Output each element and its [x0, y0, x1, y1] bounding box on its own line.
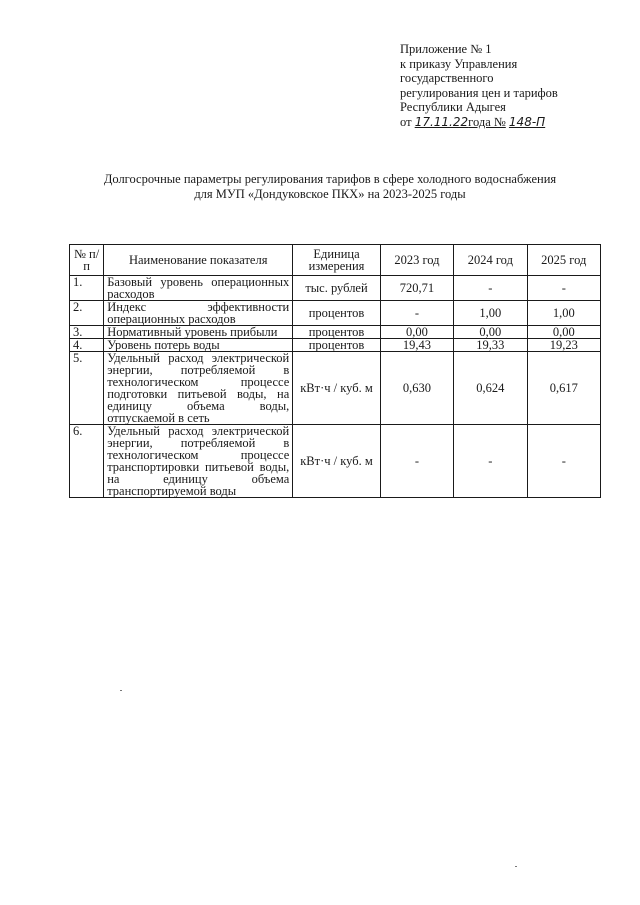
row-number: 4. [70, 339, 104, 352]
value-2024: 1,00 [454, 301, 527, 326]
value-2023: 19,43 [380, 339, 453, 352]
appendix-line: регулирования цен и тарифов [400, 85, 558, 100]
row-name: Базовый уровень операционных расходов [104, 276, 293, 301]
appendix-line: Республики Адыгея [400, 100, 506, 115]
title-line: Долгосрочные параметры регулирования тарифов в сфере холодного водоснабжения [103, 172, 557, 186]
value-2023: - [380, 425, 453, 498]
appendix-line: Приложение № 1 [400, 42, 492, 56]
header-no: № п/п [70, 245, 104, 276]
row-name: Уровень потерь воды [104, 339, 293, 352]
row-name: Нормативный уровень прибыли [104, 326, 293, 339]
value-2023: 0,630 [380, 352, 453, 425]
value-2024: 0,00 [454, 326, 527, 339]
appendix-line: государственного [400, 71, 494, 86]
header-2025: 2025 год [527, 245, 600, 276]
scan-speck [515, 866, 517, 867]
table-row [70, 339, 601, 352]
row-number: 2. [70, 301, 104, 326]
header-2024: 2024 год [454, 245, 527, 276]
row-unit: тыс. рублей [293, 276, 380, 301]
scan-speck [120, 690, 122, 691]
value-2025: 0,617 [527, 352, 600, 425]
value-2023: 720,71 [380, 276, 453, 301]
value-2024: 19,33 [454, 339, 527, 352]
parameters-table [69, 244, 601, 498]
table-row [70, 276, 601, 301]
header-2023: 2023 год [380, 245, 453, 276]
value-2024: - [454, 425, 527, 498]
title-line: для МУП «Дондуковское ПКХ» на 2023-2025 годы [194, 186, 466, 201]
document-title [60, 172, 600, 201]
value-2023: 0,00 [380, 326, 453, 339]
header-unit: Единица измерения [293, 245, 380, 276]
appendix-block [400, 42, 610, 130]
handwritten-order-number: 148-П [508, 114, 546, 129]
value-2025: - [527, 276, 600, 301]
row-name: Удельный расход электрической энергии, потребляемой в технологическом процессе транспортировки питьевой воды, на единицу объема транспортируемой воды [104, 425, 293, 498]
row-unit: процентов [293, 339, 380, 352]
value-2025: 19,23 [527, 339, 600, 352]
value-2023: - [380, 301, 453, 326]
row-unit: процентов [293, 301, 380, 326]
row-name: Индекс эффективности операционных расходов [104, 301, 293, 326]
from-label: от [400, 114, 412, 129]
row-number: 3. [70, 326, 104, 339]
value-2024: 0,624 [454, 352, 527, 425]
row-unit: кВт·ч / куб. м [293, 352, 380, 425]
table-row [70, 326, 601, 339]
row-number: 5. [70, 352, 104, 425]
row-number: 6. [70, 425, 104, 498]
row-number: 1. [70, 276, 104, 301]
row-name: Удельный расход электрической энергии, потребляемой в технологическом процессе подготовки питьевой воды, на единицу объема воды, отпускаемой в сеть [104, 352, 293, 425]
row-unit: процентов [293, 326, 380, 339]
table-row [70, 352, 601, 425]
table-header-row [70, 245, 601, 276]
value-2025: 0,00 [527, 326, 600, 339]
header-name: Наименование показателя [104, 245, 293, 276]
table-row [70, 301, 601, 326]
appendix-date-line [400, 115, 610, 130]
row-unit: кВт·ч / куб. м [293, 425, 380, 498]
year-number-label: года № [468, 114, 506, 129]
value-2025: 1,00 [527, 301, 600, 326]
value-2024: - [454, 276, 527, 301]
handwritten-date: 17.11.22 [414, 114, 469, 129]
value-2025: - [527, 425, 600, 498]
appendix-line: к приказу Управления [400, 56, 518, 71]
table-row [70, 425, 601, 498]
